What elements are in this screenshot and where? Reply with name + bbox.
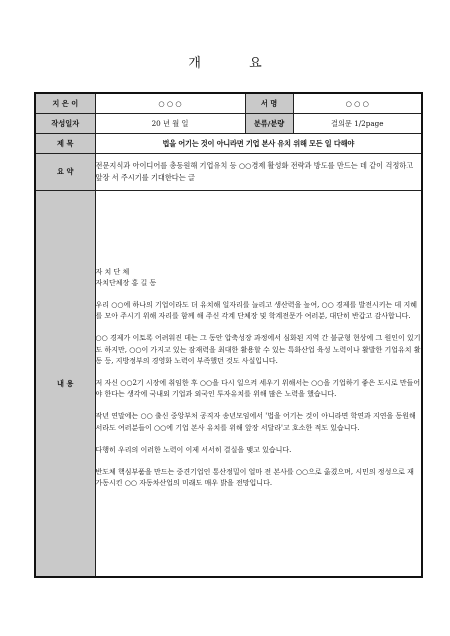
date-label: 작성일자 <box>35 114 95 134</box>
page-title: 개 요 <box>188 56 284 71</box>
content-label: 내 용 <box>35 191 95 578</box>
book-name-value: ○ ○ ○ <box>293 93 422 114</box>
summary-form-table <box>34 92 423 578</box>
date-value: 20 년 월 일 <box>95 114 245 134</box>
subject-label: 제 목 <box>35 134 95 154</box>
summary-label: 요 약 <box>35 154 95 191</box>
author-row <box>35 93 422 114</box>
subject-value: 법을 어기는 것이 아니라면 기업 본사 유치 위해 모든 일 다해야 <box>95 134 422 154</box>
sender-line: 자 치 단 체 <box>95 267 130 276</box>
content-paragraph: 작년 연말에는 ○○ 출신 중앙부처 공직자 송년모임에서 '법을 어기는 것이 아니라면 학연과 지연을 동원해서라도 여러분들이 ○○에 기업 본사 유치를 위해 앞장 서달라'고 호소한 적도 있습니다. <box>95 412 416 432</box>
summary-row <box>35 154 422 191</box>
content-paragraph: 다행히 우리의 이러한 노력이 이제 서서히 결실을 맺고 있습니다. <box>95 445 292 454</box>
category-label: 분류/분량 <box>245 114 293 134</box>
content-paragraph: ○○ 경제가 이토록 어려워진 데는 그 동안 압축성장 과정에서 심화된 지역 간 불균형 현상에 그 원인이 있기도 하지만, ○○이 가지고 있는 잠재력을 최대한 활용할 수 있는 특화산업 육성 노력이나 활발한 기업유치 활동 등, 지방정부의 경영화 노력이 부족했던 것도 사실입니다. <box>95 334 421 365</box>
content-paragraph: 반도체 핵심부품을 만드는 중견기업인 통산정밀이 얼마 전 본사를 ○○으로 옮겼으며, 시민의 정성으로 재 가동시킨 ○○ 자동차산업의 미래도 매우 밝을 전망입니다. <box>95 467 414 488</box>
subject-row <box>35 134 422 154</box>
content-row <box>35 191 422 578</box>
content-paragraph: 저 자신 ○○2기 시장에 취임한 후 ○○을 다시 일으켜 세우기 위해서는 ○○을 기업하기 좋은 도시로 만들어야 한다는 생각에 국내외 기업과 외국인 투자유치를 위해 많은 노력을 했습니다. <box>95 379 421 399</box>
sender-name-line: 자치단체장 홍 길 동 <box>95 278 157 287</box>
summary-value: 전문지식과 아이디어를 총동원해 기업유치 등 ○○경제 활성화 전략과 방도를 만드는 데 같이 걱정하고 앞장 서 주시기를 기대한다는 글 <box>95 154 422 191</box>
date-row <box>35 114 422 134</box>
category-value: 결의문 1/2page <box>293 114 422 134</box>
content-body <box>95 191 422 578</box>
author-value: ○ ○ ○ <box>95 93 245 114</box>
book-name-label: 서 명 <box>245 93 293 114</box>
content-paragraph: 우리 ○○에 하나의 기업이라도 더 유치해 일자리를 늘리고 생산력을 높여, ○○ 경제를 발전시키는 데 지혜를 모아 주시기 위해 자리를 함께 해 주신 각계 단체장 및 학계전문가 여러분, 대단히 반갑고 감사합니다. <box>95 301 418 321</box>
author-label: 지 은 이 <box>35 93 95 114</box>
